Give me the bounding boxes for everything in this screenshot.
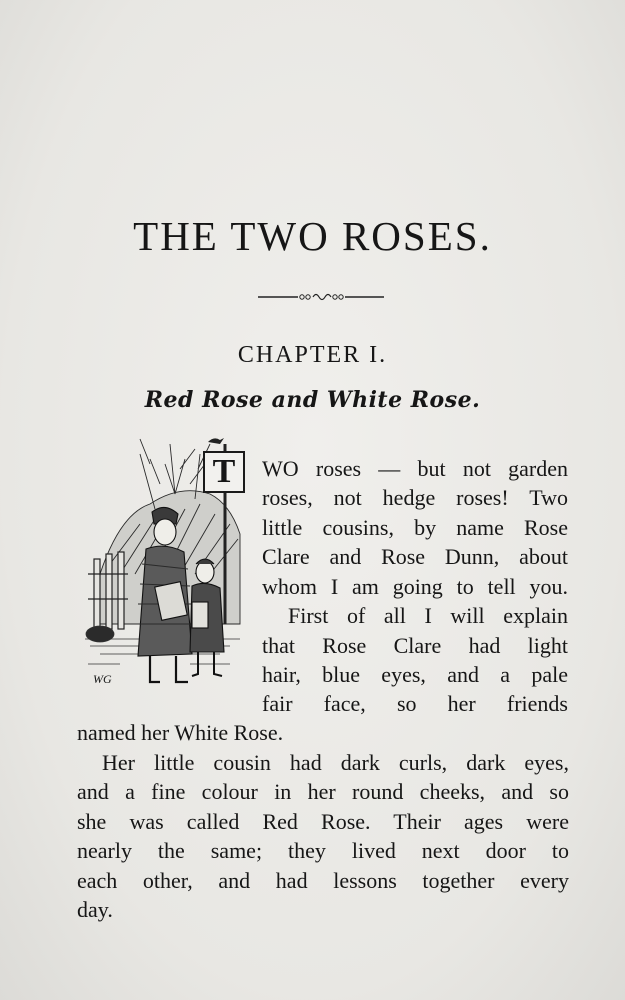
text-line: hair, blue eyes, and a pale bbox=[262, 662, 568, 687]
book-title: THE TWO ROSES. bbox=[133, 213, 492, 259]
text-line: and a fine colour in her round cheeks, and so bbox=[77, 779, 569, 804]
text-line: she was called Red Rose. Their ages were bbox=[77, 809, 569, 834]
text-line: whom I am going to tell you. bbox=[262, 574, 568, 599]
illustration-signature: WG bbox=[93, 672, 112, 686]
drop-cap: T bbox=[203, 451, 245, 493]
text-line: WO roses — but not garden bbox=[262, 456, 568, 481]
chapter-subtitle: Red Rose and White Rose. bbox=[144, 387, 481, 413]
text-line: Her little cousin had dark curls, dark eyes, bbox=[102, 750, 569, 775]
text-line: fair face, so her friends bbox=[262, 691, 568, 716]
text-line: Clare and Rose Dunn, about bbox=[262, 544, 568, 569]
chapter-heading: CHAPTER I. bbox=[237, 342, 388, 368]
ornament-divider bbox=[258, 290, 384, 304]
text-line: named her White Rose. bbox=[77, 720, 284, 745]
text-line: that Rose Clare had light bbox=[262, 633, 568, 658]
text-line: each other, and had lessons together every bbox=[77, 868, 569, 893]
text-line: roses, not hedge roses! Two bbox=[262, 485, 568, 510]
text-line: little cousins, by name Rose bbox=[262, 515, 568, 540]
text-line: First of all I will explain bbox=[288, 603, 568, 628]
text-line: nearly the same; they lived next door to bbox=[77, 838, 569, 863]
text-line: day. bbox=[77, 897, 113, 922]
